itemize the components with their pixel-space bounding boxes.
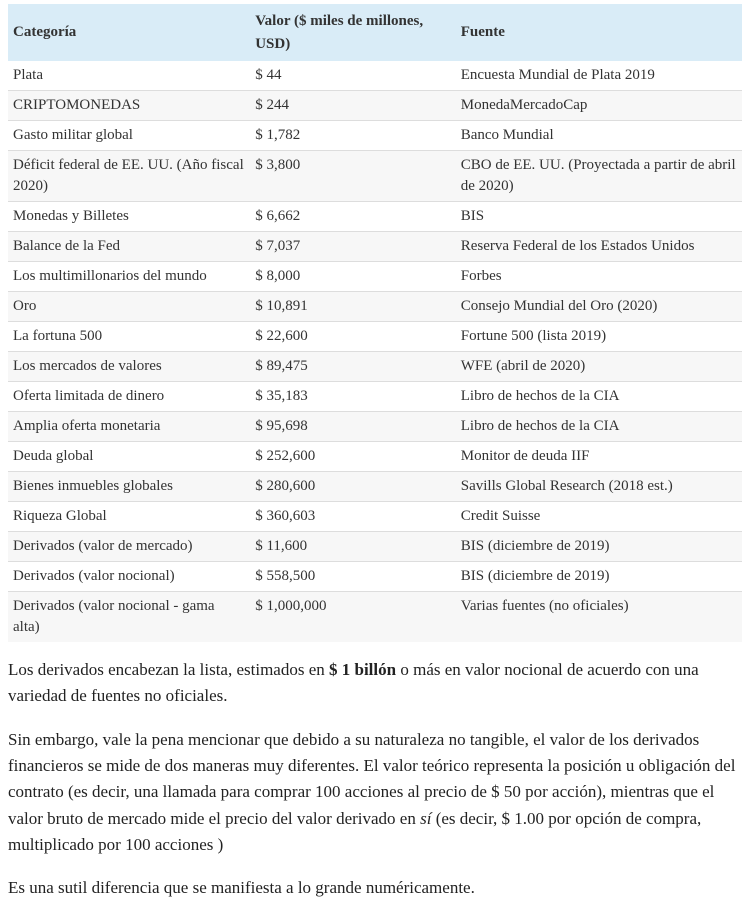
value-cell: $ 252,600 <box>250 442 456 472</box>
table-row <box>8 202 742 232</box>
value-cell: $ 89,475 <box>250 352 456 382</box>
source-cell: Forbes <box>456 262 742 292</box>
column-header-categoria: Categoría <box>8 4 250 61</box>
source-cell: WFE (abril de 2020) <box>456 352 742 382</box>
category-cell: Derivados (valor nocional - gama alta) <box>8 592 250 643</box>
category-cell: Deuda global <box>8 442 250 472</box>
table-row <box>8 232 742 262</box>
table-row <box>8 562 742 592</box>
value-cell: $ 1,782 <box>250 121 456 151</box>
category-cell: Los mercados de valores <box>8 352 250 382</box>
value-cell: $ 360,603 <box>250 502 456 532</box>
value-cell: $ 44 <box>255 67 282 83</box>
value-cell: $ 95,698 <box>250 412 456 442</box>
source-cell: BIS (diciembre de 2019) <box>456 562 742 592</box>
paragraph <box>8 875 736 901</box>
category-cell: Monedas y Billetes <box>8 202 250 232</box>
data-table <box>8 4 742 642</box>
paragraph <box>8 727 736 859</box>
paragraph <box>8 657 736 710</box>
category-cell: Los multimillonarios del mundo <box>8 262 250 292</box>
source-cell: Banco Mundial <box>456 121 742 151</box>
article-text <box>8 657 736 902</box>
category-cell: Derivados (valor nocional) <box>8 562 250 592</box>
table-header <box>8 4 742 61</box>
table-row <box>8 262 742 292</box>
value-cell: $ 8,000 <box>250 262 456 292</box>
source-cell: Savills Global Research (2018 est.) <box>456 472 742 502</box>
value-cell: $ 280,600 <box>250 472 456 502</box>
text-run: o más en valor nocional de acuerdo con una variedad de fuentes no oficiales. <box>8 660 699 706</box>
table-row <box>8 412 742 442</box>
table-body <box>8 61 742 642</box>
source-cell: Credit Suisse <box>456 502 742 532</box>
value-cell: $ 558,500 <box>250 562 456 592</box>
table-row <box>8 472 742 502</box>
category-cell: Riqueza Global <box>8 502 250 532</box>
value-cell: $ 35,183 <box>250 382 456 412</box>
category-cell: CRIPTOMONEDAS <box>8 91 250 121</box>
category-cell: Oferta limitada de dinero <box>8 382 250 412</box>
table-row <box>8 121 742 151</box>
text-run: Es una sutil diferencia que se manifiesta a lo grande numéricamente. <box>8 878 475 898</box>
table-container <box>8 4 742 642</box>
table-row <box>8 292 742 322</box>
source-cell: BIS <box>456 202 742 232</box>
column-header-fuente: Fuente <box>456 4 742 61</box>
source-cell: Libro de hechos de la CIA <box>456 412 742 442</box>
category-cell: Déficit federal de EE. UU. (Año fiscal 2020) <box>8 151 250 202</box>
source-cell: Varias fuentes (no oficiales) <box>456 592 742 643</box>
category-cell: Balance de la Fed <box>8 232 250 262</box>
category-cell: Bienes inmuebles globales <box>8 472 250 502</box>
column-header-valor: Valor ($ miles de millones, USD) <box>250 4 456 61</box>
table-row <box>8 91 742 121</box>
category-cell: Oro <box>8 292 250 322</box>
value-cell: $ 7,037 <box>250 232 456 262</box>
source-cell: Libro de hechos de la CIA <box>456 382 742 412</box>
table-row <box>8 61 742 91</box>
source-cell: Monitor de deuda IIF <box>456 442 742 472</box>
value-cell: $ 244 <box>250 91 456 121</box>
value-cell: $ 6,662 <box>250 202 456 232</box>
source-cell: MonedaMercadoCap <box>456 91 742 121</box>
italic-text: sí <box>420 808 432 828</box>
text-run: (es decir, $ 1.00 por opción de compra, multiplicado por 100 acciones ) <box>8 808 702 855</box>
bold-text: $ 1 billón <box>329 660 397 679</box>
table-row <box>8 151 742 202</box>
category-cell: Plata <box>13 67 43 83</box>
source-cell: Encuesta Mundial de Plata 2019 <box>460 67 655 83</box>
source-cell: Reserva Federal de los Estados Unidos <box>456 232 742 262</box>
table-row <box>8 352 742 382</box>
table-row <box>8 322 742 352</box>
table-row <box>8 502 742 532</box>
table-row <box>8 532 742 562</box>
source-cell: Consejo Mundial del Oro (2020) <box>456 292 742 322</box>
value-cell: $ 1,000,000 <box>250 592 456 643</box>
value-cell: $ 3,800 <box>250 151 456 202</box>
table-row <box>8 382 742 412</box>
source-cell: CBO de EE. UU. (Proyectada a partir de abril de 2020) <box>456 151 742 202</box>
table-row <box>8 592 742 643</box>
category-cell: Derivados (valor de mercado) <box>8 532 250 562</box>
text-run: Sin embargo, vale la pena mencionar que debido a su naturaleza no tangible, el valor de los derivados financieros se mide de dos maneras muy diferentes. El valor teórico representa la posición u obligación del contrato (es decir, una llamada para comprar 100 acciones al precio de $ 50 por acción), mientras que el valor bruto de mercado mide el precio del valor derivado en <box>8 729 736 828</box>
value-cell: $ 11,600 <box>250 532 456 562</box>
category-cell: La fortuna 500 <box>8 322 250 352</box>
category-cell: Gasto militar global <box>8 121 250 151</box>
category-cell: Amplia oferta monetaria <box>8 412 250 442</box>
table-row <box>8 442 742 472</box>
text-run: Los derivados encabezan la lista, estimados en <box>8 660 329 679</box>
table-header-row <box>8 4 742 61</box>
source-cell: Fortune 500 (lista 2019) <box>456 322 742 352</box>
value-cell: $ 10,891 <box>250 292 456 322</box>
source-cell: BIS (diciembre de 2019) <box>456 532 742 562</box>
value-cell: $ 22,600 <box>250 322 456 352</box>
